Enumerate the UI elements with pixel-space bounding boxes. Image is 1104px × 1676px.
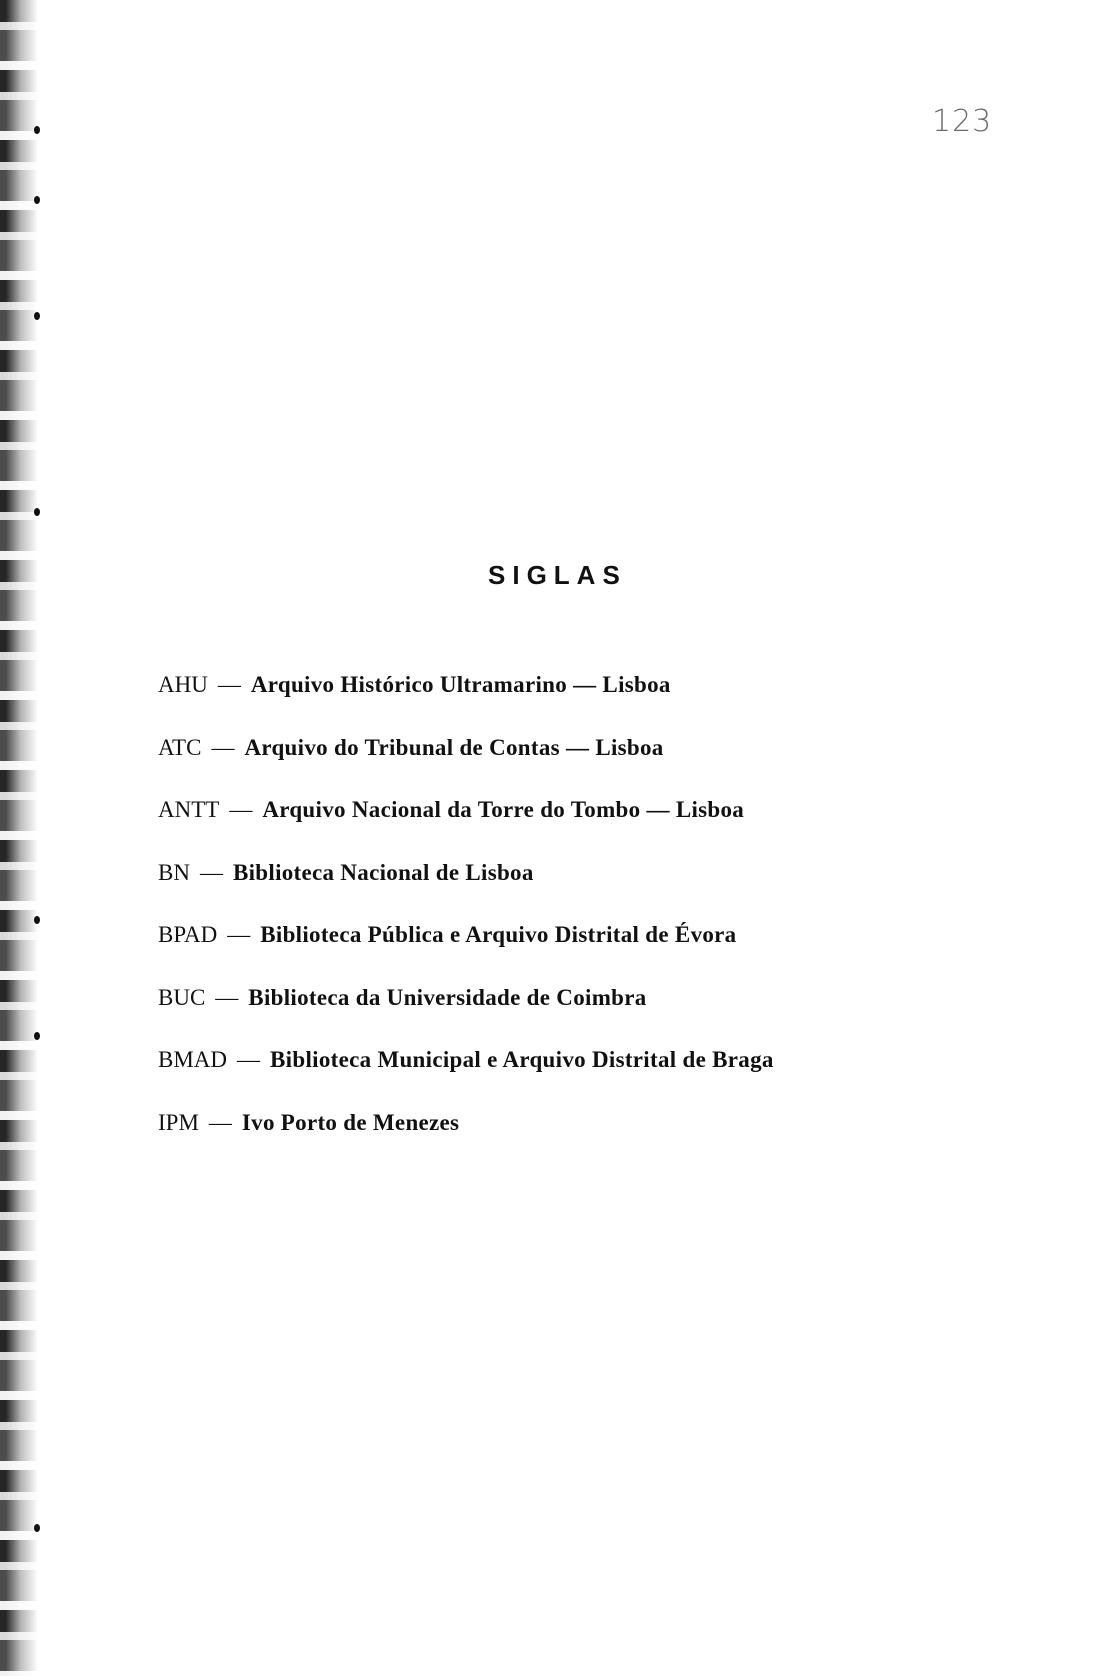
separator-dash: —: [227, 922, 251, 947]
binding-mark: [34, 1524, 40, 1532]
binding-mark: [34, 126, 40, 134]
binding-mark: [34, 916, 40, 924]
abbreviation-description: Biblioteca Nacional de Lisboa: [232, 859, 534, 885]
abbreviation-list: [158, 670, 774, 1170]
binding-mark: [34, 196, 40, 204]
abbreviation-entry: [158, 858, 774, 921]
abbreviation-description: Arquivo Histórico Ultramarino — Lisboa: [250, 672, 671, 697]
abbreviation-entry: [158, 1108, 774, 1171]
abbreviation: BN: [158, 859, 190, 885]
binding-mark: [34, 312, 40, 320]
abbreviation-entry: [158, 983, 774, 1046]
separator-dash: —: [199, 859, 223, 885]
abbreviation: ANTT: [158, 797, 220, 822]
page-number: 123: [932, 104, 993, 139]
abbreviation-description: Ivo Porto de Menezes: [241, 1109, 460, 1135]
abbreviation: IPM: [158, 1109, 199, 1135]
abbreviation-entry: [158, 1045, 774, 1108]
abbreviation-entry: [158, 733, 774, 796]
abbreviation: BUC: [158, 984, 206, 1010]
binding-mark: [34, 1032, 40, 1040]
page-binding-edge: [0, 0, 38, 1676]
abbreviation-description: Biblioteca Municipal e Arquivo Distrital de Braga: [270, 1047, 774, 1072]
abbreviation-description: Arquivo do Tribunal de Contas — Lisboa: [244, 734, 664, 760]
abbreviation-description: Biblioteca Pública e Arquivo Distrital de Évora: [260, 922, 737, 947]
abbreviation: AHU: [158, 672, 208, 697]
separator-dash: —: [217, 672, 241, 697]
abbreviation-description: Biblioteca da Universidade de Coimbra: [248, 984, 647, 1010]
separator-dash: —: [229, 797, 253, 822]
separator-dash: —: [215, 984, 239, 1010]
abbreviation-entry: [158, 920, 774, 983]
abbreviation: BMAD: [158, 1047, 228, 1072]
page-title: SIGLAS: [488, 560, 627, 590]
binding-mark: [34, 508, 40, 516]
abbreviation-entry: [158, 795, 774, 858]
separator-dash: —: [211, 734, 235, 760]
separator-dash: —: [208, 1109, 232, 1135]
abbreviation-description: Arquivo Nacional da Torre do Tombo — Lisboa: [262, 797, 745, 822]
separator-dash: —: [237, 1047, 261, 1072]
abbreviation: ATC: [158, 734, 202, 760]
abbreviation: BPAD: [158, 922, 218, 947]
abbreviation-entry: [158, 670, 774, 733]
